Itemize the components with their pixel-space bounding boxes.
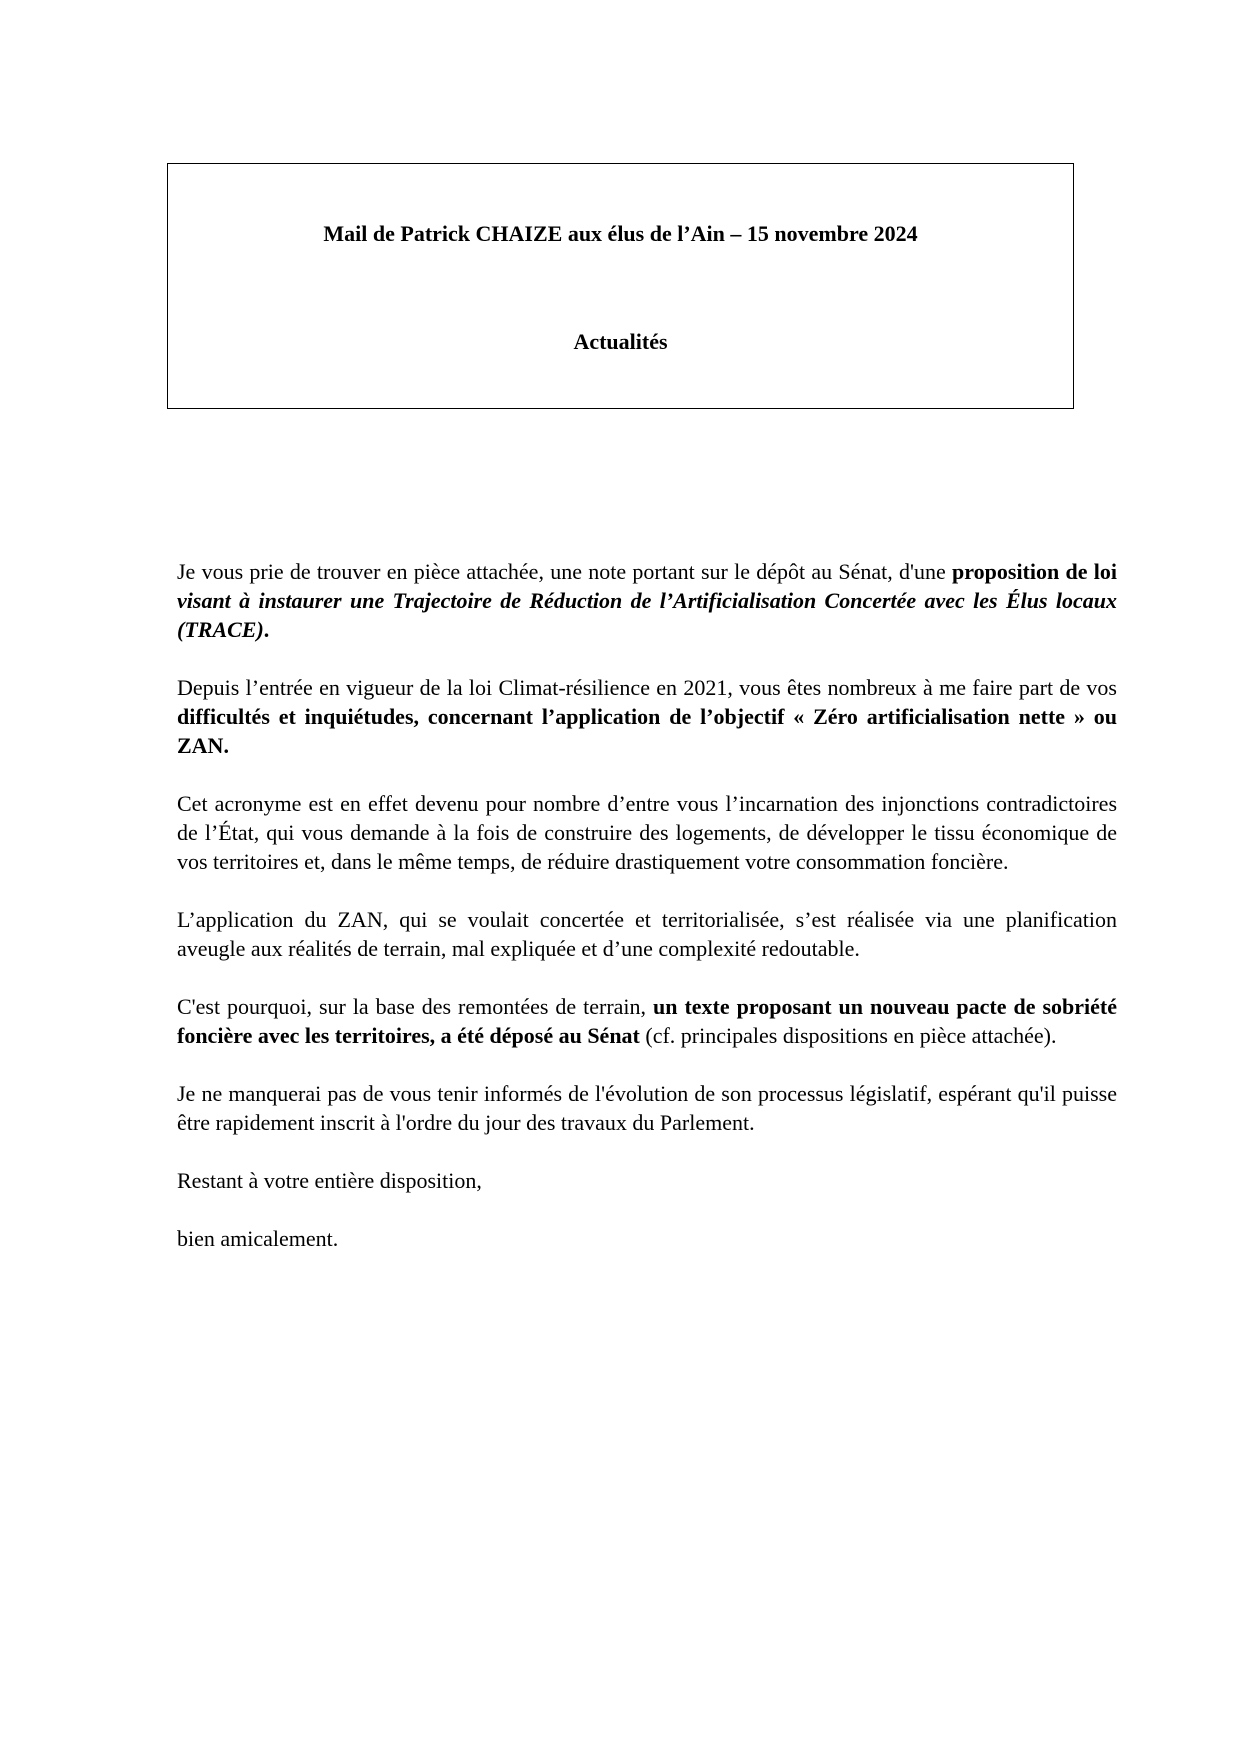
paragraph-4: L’application du ZAN, qui se voulait concertée et territorialisée, s’est réalisée via une planification aveugle aux réalités de terrain, mal expliquée et d’une complexité redoutable. xyxy=(177,907,1117,961)
paragraph-6: Je ne manquerai pas de vous tenir informés de l'évolution de son processus législatif, espérant qu'il puisse être rapidement inscrit à l'ordre du jour des travaux du Parlement. xyxy=(177,1081,1117,1135)
paragraph-1 xyxy=(177,557,1117,644)
paragraph-1-bold: proposition de loi xyxy=(952,559,1117,584)
sign-off: bien amicalement. xyxy=(177,1226,339,1251)
paragraph-5 xyxy=(177,992,1117,1050)
letter-body xyxy=(177,557,1117,1282)
paragraph-1-period: . xyxy=(263,617,270,642)
paragraph-2 xyxy=(177,673,1117,760)
closing-line: Restant à votre entière disposition, xyxy=(177,1168,482,1193)
paragraph-5-text-c: (cf. principales dispositions en pièce attachée). xyxy=(639,1023,1057,1048)
paragraph-3: Cet acronyme est en effet devenu pour nombre d’entre vous l’incarnation des injonctions contradictoires de l’État, qui vous demande à la fois de construire des logements, de développer le tissu économique de vos territoires et, dans le même temps, de réduire drastiquement votre consommation foncière. xyxy=(177,791,1117,874)
paragraph-2-text-a: Depuis l’entrée en vigueur de la loi Climat-résilience en 2021, vous êtes nombreux à me faire part de vos xyxy=(177,675,1117,700)
paragraph-2-bold: difficultés et inquiétudes, concernant l’application de l’objectif « Zéro artificialisation nette » ou ZAN. xyxy=(177,704,1117,758)
paragraph-1-text-a: Je vous prie de trouver en pièce attachée, une note portant sur le dépôt au Sénat, d'une xyxy=(177,559,953,584)
header-box xyxy=(167,163,1074,409)
paragraph-5-bold: un texte proposant un nouveau pacte de sobriété foncière avec les territoires, a été déposé au Sénat xyxy=(177,994,1117,1048)
document-title: Mail de Patrick CHAIZE aux élus de l’Ain – 15 novembre 2024 xyxy=(323,221,918,246)
paragraph-5-text-a: C'est pourquoi, sur la base des remontées de terrain, xyxy=(177,994,654,1019)
document-subtitle: Actualités xyxy=(573,329,668,354)
paragraph-1-bold-italic: visant à instaurer une Trajectoire de Réduction de l’Artificialisation Concertée avec les Élus locaux (TRACE) xyxy=(177,588,1117,642)
